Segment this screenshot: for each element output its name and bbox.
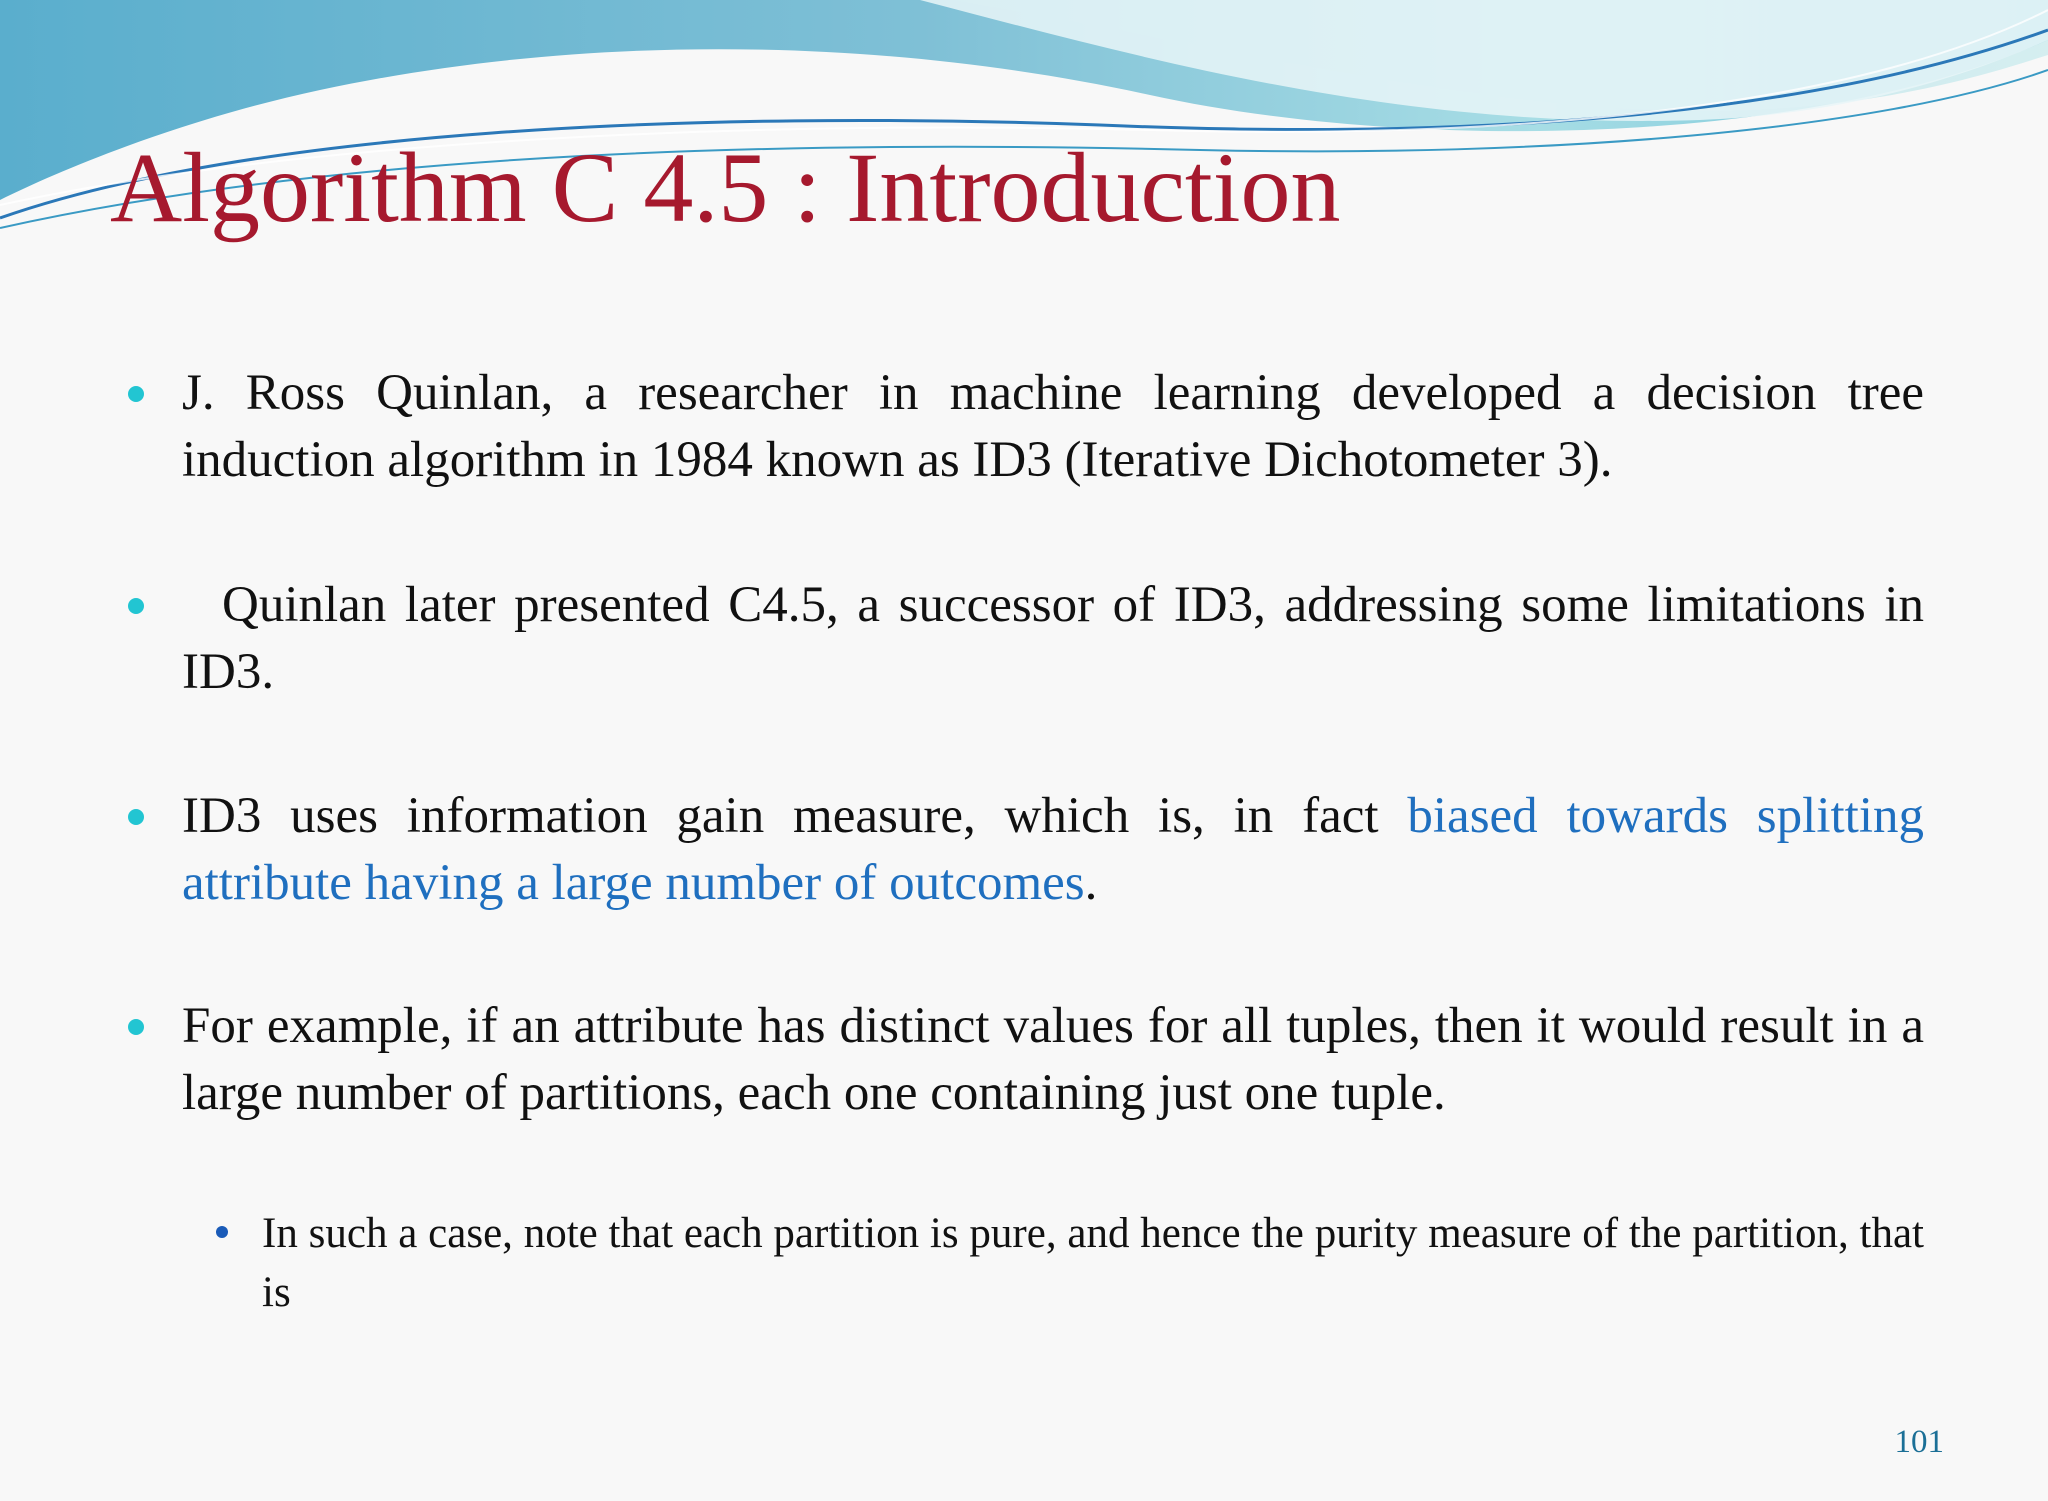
highlighted-phrase: biased towards splitting attribute having a large number of outcomes [182,788,1925,911]
slide-title: Algorithm C 4.5 : Introduction [110,132,1341,243]
bullet-item [182,572,1924,706]
page-number: 101 [1894,1424,1944,1460]
bullet-dot-icon [128,598,144,614]
bullet-text: Quinlan later presented C4.5, a successor of ID3, addressing some limitations in ID3. [182,577,1924,700]
bullet-item [182,360,1924,494]
bullet-dot-icon [128,809,144,825]
bullet-dot-icon [128,386,144,402]
sub-bullet-item [262,1204,1924,1322]
bullet-item [182,993,1924,1127]
bullet-item [182,783,1924,917]
bullet-dot-icon [128,1019,144,1035]
sub-bullet-text: In such a case, note that each partition is pure, and hence the purity measure of the partition, that is [262,1210,1924,1316]
sub-bullet-dot-icon [216,1226,228,1238]
bullet-text-end: . [1084,855,1098,911]
bullet-text: ID3 uses information gain measure, which is, in fact [182,788,1408,844]
bullet-text: J. Ross Quinlan, a researcher in machine learning developed a decision tree induction algorithm in 1984 known as ID3 (Iterative Dichotometer 3). [182,365,1924,488]
bullet-text: For example, if an attribute has distinct values for all tuples, then it would result in a large number of partitions, each one containing just one tuple. [182,998,1924,1121]
